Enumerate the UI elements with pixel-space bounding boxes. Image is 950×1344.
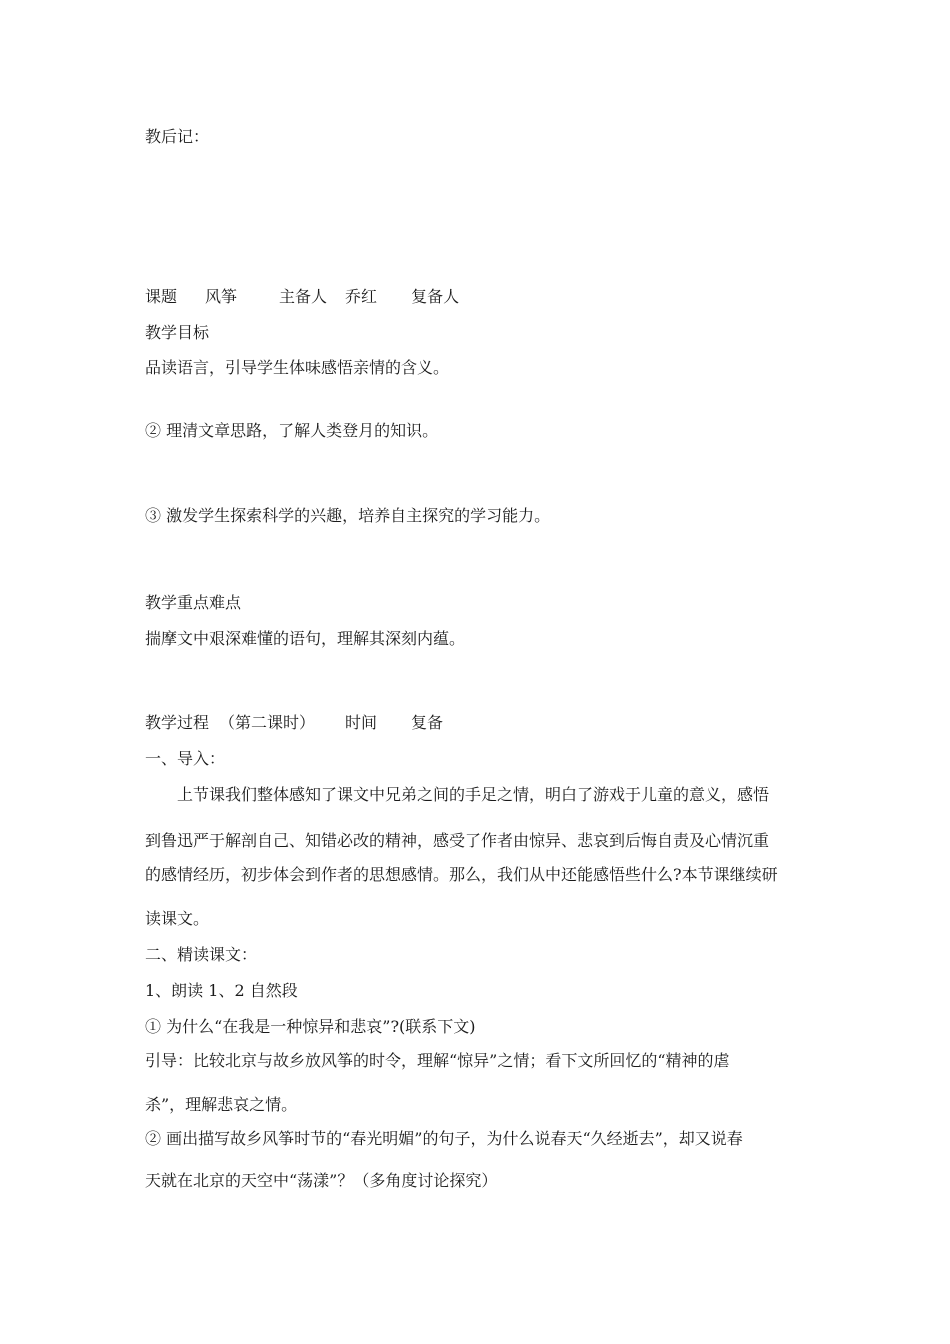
- intro-paragraph-line: 读课文。: [145, 909, 210, 928]
- objective-2: ② 理清文章思路，了解人类登月的知识。: [145, 421, 439, 440]
- reading-step-1: 1、朗读 1、2 自然段: [145, 981, 298, 1000]
- time-label: 时间: [345, 713, 378, 732]
- topic-label: 课题: [145, 287, 178, 306]
- section-reading-heading: 二、精读课文：: [145, 945, 258, 964]
- lesson-period: （第二课时）: [219, 713, 316, 732]
- process-label: 教学过程: [145, 713, 210, 732]
- key-points-text: 揣摩文中艰深难懂的语句，理解其深刻内蕴。: [145, 629, 466, 648]
- question-1: ① 为什么“在我是一种惊异和悲哀”?(联系下文): [145, 1017, 476, 1036]
- guidance-line: 杀”，理解悲哀之情。: [145, 1095, 298, 1114]
- objective-1: 品读语言，引导学生体味感悟亲情的含义。: [145, 358, 450, 377]
- section-intro-heading: 一、导入：: [145, 749, 226, 768]
- key-points-heading: 教学重点难点: [145, 593, 242, 612]
- intro-paragraph-line: 上节课我们整体感知了课文中兄弟之间的手足之情，明白了游戏于儿童的意义，感悟: [177, 785, 770, 804]
- objectives-heading: 教学目标: [145, 323, 210, 342]
- intro-paragraph-line: 到鲁迅严于解剖自己、知错必改的精神，感受了作者由惊异、悲哀到后悔自责及心情沉重: [145, 831, 770, 850]
- post-teaching-notes-label: 教后记：: [145, 127, 210, 146]
- question-2-line: 天就在北京的天空中“荡漾”？（多角度讨论探究）: [145, 1171, 498, 1190]
- topic-value: 风筝: [205, 287, 238, 306]
- co-preparer-label: 复备人: [411, 287, 460, 306]
- question-2-line: ② 画出描写故乡风筝时节的“春光明媚”的句子，为什么说春天“久经逝去”，却又说春: [145, 1129, 743, 1148]
- intro-paragraph-line: 的感情经历，初步体会到作者的思想感情。那么，我们从中还能感悟些什么?本节课继续研: [145, 865, 778, 884]
- lead-preparer-value: 乔红: [345, 287, 378, 306]
- process-header-row: [145, 712, 443, 734]
- review-label: 复备: [411, 713, 444, 732]
- guidance-line: 引导：比较北京与故乡放风筝的时令，理解“惊异”之情；看下文所回忆的“精神的虐: [145, 1051, 730, 1070]
- objective-3: ③ 激发学生探索科学的兴趣，培养自主探究的学习能力。: [145, 506, 551, 525]
- lead-preparer-label: 主备人: [279, 287, 328, 306]
- lesson-header-row: [145, 286, 459, 308]
